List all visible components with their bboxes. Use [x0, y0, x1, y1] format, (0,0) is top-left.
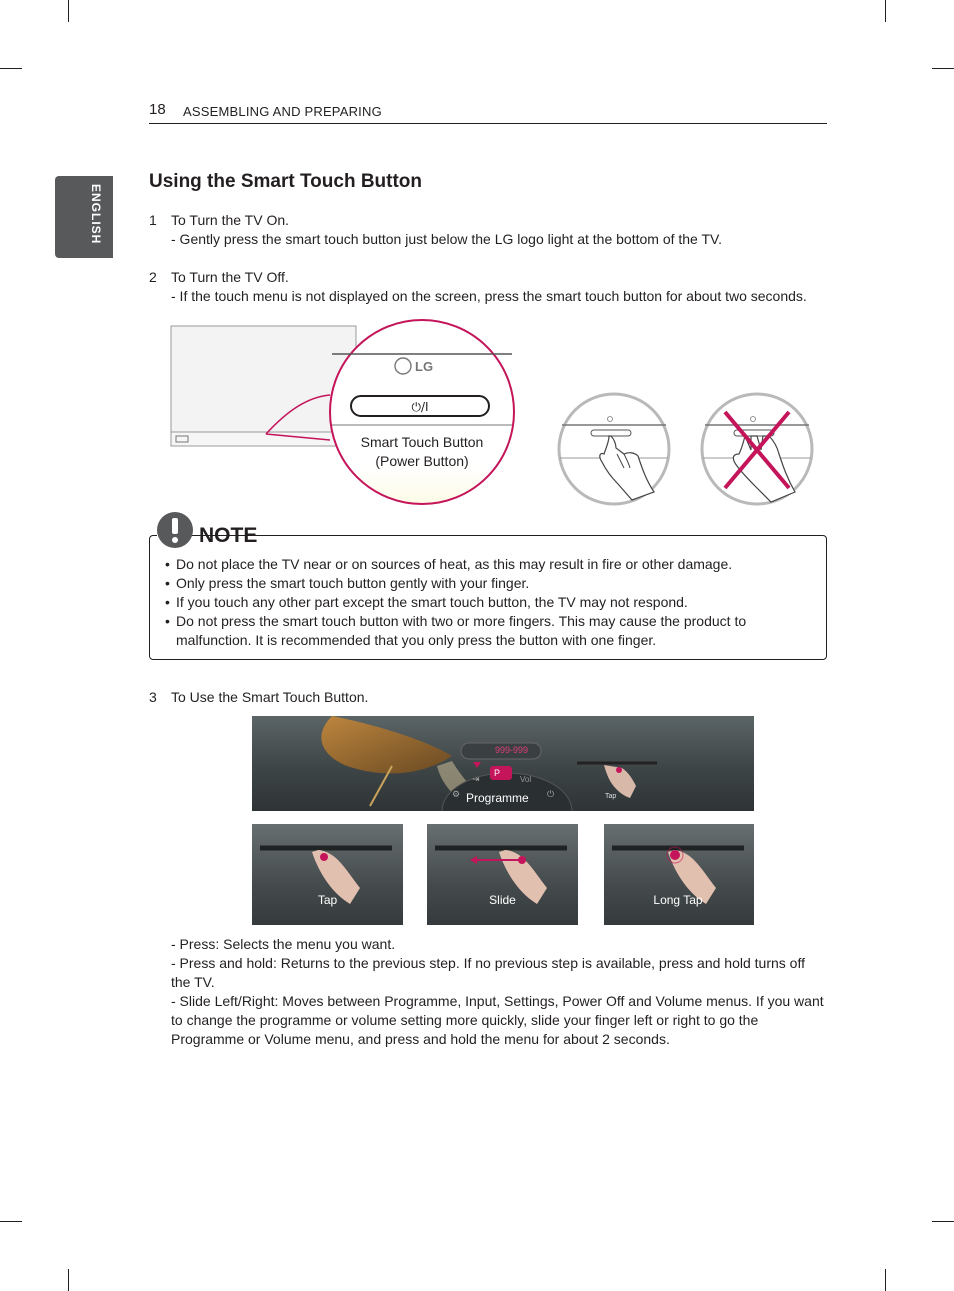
crop-mark [68, 0, 69, 22]
long-tap-gesture-graphic [604, 824, 754, 925]
channel-value: 999-999 [495, 745, 529, 755]
language-tab-label: ENGLISH [89, 184, 103, 245]
step-text: To Use the Smart Touch Button. [171, 689, 369, 705]
tv-smart-touch-illustration [168, 315, 518, 510]
exclamation-icon [157, 512, 193, 548]
crop-mark [0, 1221, 22, 1222]
smart-touch-menu-screen [252, 716, 754, 811]
note-item: • Do not press the smart touch button with two or more fingers. This may cause the product to malfunction. It is recommended that you only press the button with one finger. [165, 612, 815, 650]
tap-label-small: Tap [605, 793, 617, 800]
volume-label: Vol [520, 775, 532, 784]
callout-label-line1: Smart Touch Button [360, 434, 484, 450]
gesture-panel-tap [252, 824, 403, 925]
note-label: NOTE [199, 524, 258, 547]
step-number: 2 [149, 269, 157, 285]
crop-mark [932, 68, 954, 69]
lg-logo: LG [415, 359, 434, 374]
step-text: To Turn the TV Off. [171, 269, 289, 285]
power-icon: ⏻ [547, 789, 555, 799]
language-tab [55, 176, 113, 258]
input-icon: ⇥ [472, 774, 480, 784]
gesture-label: Slide [489, 893, 516, 907]
crop-mark [932, 1221, 954, 1222]
page-title: Using the Smart Touch Button [149, 171, 423, 192]
step-subtext: - If the touch menu is not displayed on the screen, press the smart touch button for about two seconds. [171, 288, 807, 304]
gesture-panel-slide [427, 824, 578, 925]
gesture-label: Tap [317, 893, 338, 907]
crop-mark [885, 1269, 886, 1291]
note-list [165, 555, 815, 650]
slide-gesture-graphic [427, 824, 578, 925]
description-press-hold: - Press and hold: Returns to the previous step. If no previous step is available, press and hold turns off the TV. [171, 955, 805, 990]
step-number: 1 [149, 212, 157, 228]
crop-mark [885, 0, 886, 22]
page-header [149, 101, 827, 124]
leaf-image [321, 716, 452, 773]
note-item: • Only press the smart touch button gently with your finger. [165, 574, 815, 593]
programme-label-short: P [494, 768, 501, 778]
note-header [157, 512, 258, 556]
gesture-descriptions [171, 935, 826, 1049]
step-subtext: - Gently press the smart touch button just below the LG logo light at the bottom of the TV. [171, 231, 722, 247]
tap-gesture-graphic [252, 824, 403, 925]
incorrect-touch-illustration [697, 392, 817, 507]
note-item: • If you touch any other part except the smart touch button, the TV may not respond. [165, 593, 815, 612]
page-number: 18 [149, 101, 166, 118]
crop-mark [0, 68, 22, 69]
callout-label-line2: (Power Button) [375, 453, 469, 469]
step-number: 3 [149, 689, 157, 705]
menu-item-programme: Programme [466, 791, 529, 805]
settings-icon: ⚙ [452, 789, 461, 799]
gesture-label: Long Tap [653, 893, 703, 907]
step-text: To Turn the TV On. [171, 212, 290, 228]
description-slide: - Slide Left/Right: Moves between Programme, Input, Settings, Power Off and Volume menus. If you want to change the programme or volume setting more quickly, slide your finger left or right to go the Programme or Volume menu, and press and hold the menu for about 2 seconds. [171, 993, 824, 1047]
crop-mark [68, 1269, 69, 1291]
description-press: - Press: Selects the menu you want. [171, 936, 396, 952]
note-item: • Do not place the TV near or on sources of heat, as this may result in fire or other damage. [165, 555, 815, 574]
gesture-panel-long-tap [604, 824, 754, 925]
power-button-symbol: ⏻/I [411, 400, 429, 414]
section-title: ASSEMBLING AND PREPARING [183, 104, 382, 119]
correct-touch-illustration [554, 392, 674, 507]
